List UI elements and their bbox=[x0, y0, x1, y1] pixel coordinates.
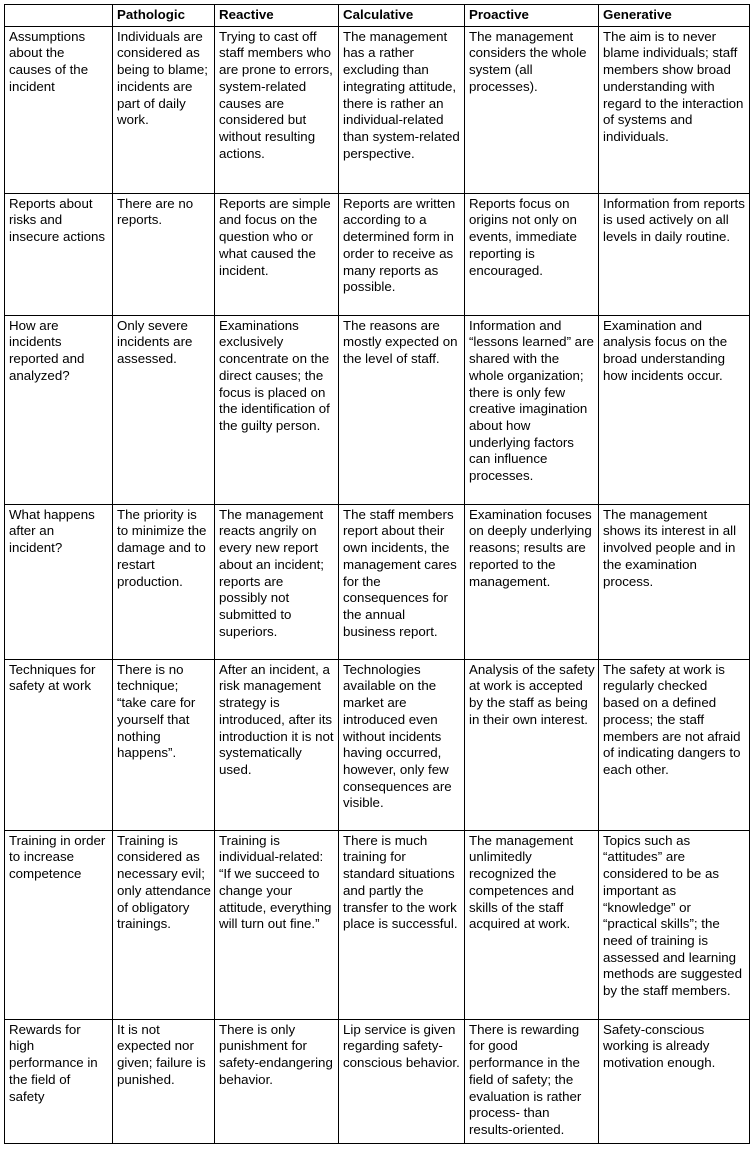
table-cell: Training is considered as necessary evil; only attendance of obligatory trainings. bbox=[113, 830, 215, 1019]
table-cell: Reports are written according to a determined form in order to receive as many reports as possible. bbox=[339, 193, 465, 315]
table-cell: Reports are simple and focus on the question who or what caused the incident. bbox=[215, 193, 339, 315]
table-cell: Reports focus on origins not only on events, immediate reporting is encouraged. bbox=[465, 193, 599, 315]
table-cell: Technologies available on the market are introduced even without incidents having occurred, however, only few consequences are visible. bbox=[339, 659, 465, 830]
table-cell: There are no reports. bbox=[113, 193, 215, 315]
table-cell: Individuals are considered as being to blame; incidents are part of daily work. bbox=[113, 26, 215, 193]
header-corner bbox=[5, 5, 113, 27]
table-cell: Training is individual-related: “If we succeed to change your attitude, everything will turn out fine.” bbox=[215, 830, 339, 1019]
table-cell: Only severe incidents are assessed. bbox=[113, 315, 215, 504]
row-heading: Rewards for high performance in the field of safety bbox=[5, 1019, 113, 1143]
table-cell: Analysis of the safety at work is accepted by the staff as being in their own interest. bbox=[465, 659, 599, 830]
row-heading: Assumptions about the causes of the incident bbox=[5, 26, 113, 193]
table-cell: Topics such as “attitudes” are considered to be as important as “knowledge” or “practical skills”; the need of training is assessed and learning methods are suggested by the staff members. bbox=[599, 830, 750, 1019]
table-cell: Examinations exclusively concentrate on the direct causes; the focus is placed on the identification of the guilty person. bbox=[215, 315, 339, 504]
table-cell: The management unlimitedly recognized the competences and skills of the staff acquired at work. bbox=[465, 830, 599, 1019]
table-cell: The reasons are mostly expected on the level of staff. bbox=[339, 315, 465, 504]
safety-culture-table bbox=[4, 4, 750, 1144]
table-cell: After an incident, a risk management strategy is introduced, after its introduction it is not systematically used. bbox=[215, 659, 339, 830]
table-cell: The aim is to never blame individuals; staff members show broad understanding with regard to the interaction of systems and individuals. bbox=[599, 26, 750, 193]
row-heading: What happens after an incident? bbox=[5, 504, 113, 659]
table-cell: Examination focuses on deeply underlying reasons; results are reported to the management. bbox=[465, 504, 599, 659]
header-calculative: Calculative bbox=[339, 5, 465, 27]
table-cell: Information and “lessons learned” are shared with the whole organization; there is only few creative imagination about how underlying factors can influence processes. bbox=[465, 315, 599, 504]
row-heading: How are incidents reported and analyzed? bbox=[5, 315, 113, 504]
row-heading: Techniques for safety at work bbox=[5, 659, 113, 830]
table-cell: Trying to cast off staff members who are prone to errors, system-related causes are considered but without resulting actions. bbox=[215, 26, 339, 193]
table-row bbox=[5, 830, 750, 1019]
table-cell: The management reacts angrily on every new report about an incident; reports are possibly not submitted to superiors. bbox=[215, 504, 339, 659]
table-row bbox=[5, 504, 750, 659]
table-cell: It is not expected nor given; failure is punished. bbox=[113, 1019, 215, 1143]
table-cell: The management has a rather excluding than integrating attitude, there is rather an individual-related than system-related perspective. bbox=[339, 26, 465, 193]
row-heading: Training in order to increase competence bbox=[5, 830, 113, 1019]
table-cell: Examination and analysis focus on the broad understanding how incidents occur. bbox=[599, 315, 750, 504]
header-proactive: Proactive bbox=[465, 5, 599, 27]
table-cell: Lip service is given regarding safety-conscious behavior. bbox=[339, 1019, 465, 1143]
table-cell: Information from reports is used actively on all levels in daily routine. bbox=[599, 193, 750, 315]
table-cell: There is only punishment for safety-endangering behavior. bbox=[215, 1019, 339, 1143]
table-cell: The management shows its interest in all involved people and in the examination process. bbox=[599, 504, 750, 659]
table-cell: There is rewarding for good performance in the field of safety; the evaluation is rather process- than results-oriented. bbox=[465, 1019, 599, 1143]
header-reactive: Reactive bbox=[215, 5, 339, 27]
row-heading: Reports about risks and insecure actions bbox=[5, 193, 113, 315]
header-pathologic: Pathologic bbox=[113, 5, 215, 27]
table-row bbox=[5, 193, 750, 315]
header-generative: Generative bbox=[599, 5, 750, 27]
table-row bbox=[5, 315, 750, 504]
table-cell: Safety-conscious working is already motivation enough. bbox=[599, 1019, 750, 1143]
table-cell: The priority is to minimize the damage and to restart production. bbox=[113, 504, 215, 659]
table-cell: There is no technique; “take care for yourself that nothing happens”. bbox=[113, 659, 215, 830]
table-row bbox=[5, 659, 750, 830]
table-row bbox=[5, 1019, 750, 1143]
table-row bbox=[5, 26, 750, 193]
table-cell: There is much training for standard situations and partly the transfer to the work place is successful. bbox=[339, 830, 465, 1019]
header-row bbox=[5, 5, 750, 27]
table-cell: The management considers the whole system (all processes). bbox=[465, 26, 599, 193]
table-cell: The staff members report about their own incidents, the management cares for the consequences for the annual business report. bbox=[339, 504, 465, 659]
table-cell: The safety at work is regularly checked based on a defined process; the staff members are not afraid of indicating dangers to each other. bbox=[599, 659, 750, 830]
